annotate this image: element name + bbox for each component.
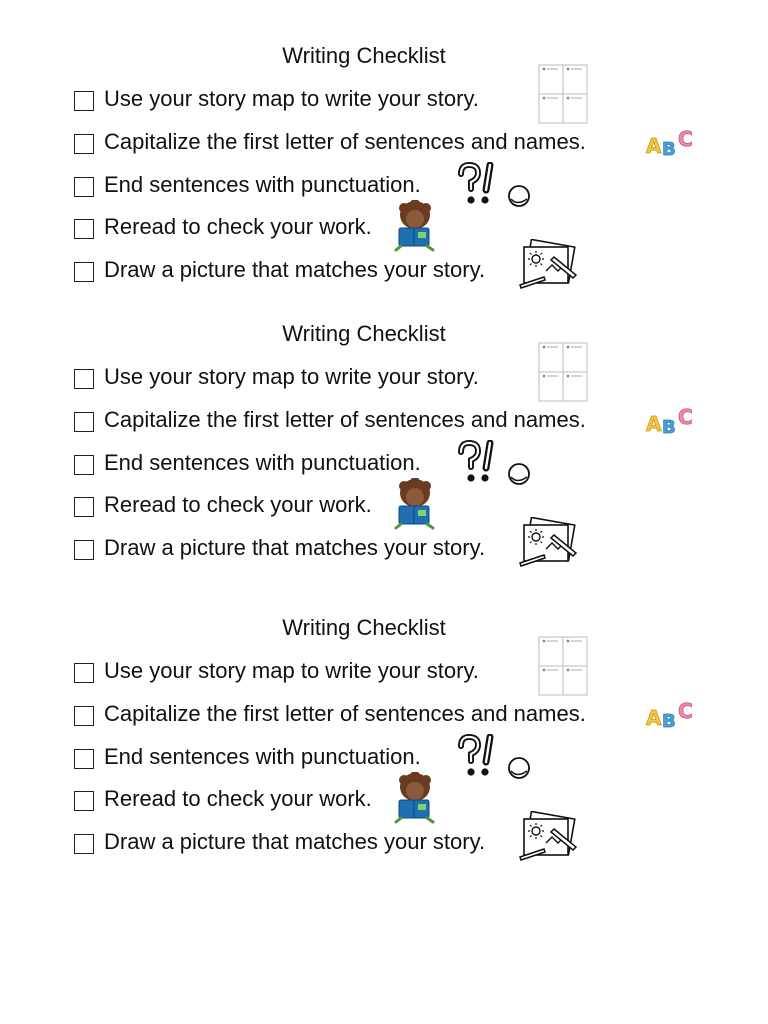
punctuation-icon (455, 162, 535, 208)
item-text: Capitalize the first letter of sentences and names. (104, 407, 586, 432)
letter-b: B (662, 417, 676, 436)
checkbox[interactable] (74, 749, 94, 769)
story-map-icon (538, 636, 588, 696)
item-text: End sentences with punctuation. (104, 450, 421, 475)
checkbox[interactable] (74, 706, 94, 726)
story-map-icon (538, 64, 588, 124)
abc-letters-icon (645, 126, 697, 158)
checkbox[interactable] (74, 369, 94, 389)
item-text: Capitalize the first letter of sentences and names. (104, 701, 586, 726)
checkbox[interactable] (74, 497, 94, 517)
checkbox[interactable] (74, 219, 94, 239)
item-text: Draw a picture that matches your story. (104, 535, 486, 560)
checkbox[interactable] (74, 540, 94, 560)
checkbox[interactable] (74, 412, 94, 432)
checkbox[interactable] (74, 91, 94, 111)
letter-a: A (646, 412, 662, 436)
item-text: End sentences with punctuation. (104, 744, 421, 769)
item-text: Use your story map to write your story. (104, 658, 479, 683)
item-text: Reread to check your work. (104, 214, 372, 239)
reading-child-icon (393, 772, 437, 824)
item-text: Capitalize the first letter of sentences and names. (104, 129, 586, 154)
item-text: Draw a picture that matches your story. (104, 257, 486, 282)
reading-child-icon (393, 200, 437, 252)
checklist-title: Writing Checklist (282, 615, 446, 640)
punctuation-icon (455, 440, 535, 486)
item-text: End sentences with punctuation. (104, 172, 421, 197)
letter-a: A (646, 134, 662, 158)
item-text: Use your story map to write your story. (104, 86, 479, 111)
checkbox[interactable] (74, 455, 94, 475)
abc-letters-icon (645, 698, 697, 730)
drawing-icon (518, 517, 580, 567)
checkbox[interactable] (74, 791, 94, 811)
letter-c: C (678, 699, 693, 723)
item-text: Reread to check your work. (104, 492, 372, 517)
drawing-icon (518, 239, 580, 289)
item-text: Draw a picture that matches your story. (104, 829, 486, 854)
item-text: Reread to check your work. (104, 786, 372, 811)
checkbox[interactable] (74, 834, 94, 854)
checkbox[interactable] (74, 262, 94, 282)
item-text: Use your story map to write your story. (104, 364, 479, 389)
drawing-icon (518, 811, 580, 861)
checkbox[interactable] (74, 134, 94, 154)
letter-b: B (662, 711, 676, 730)
letter-c: C (678, 405, 693, 429)
reading-child-icon (393, 478, 437, 530)
checklist-title: Writing Checklist (282, 321, 446, 346)
checkbox[interactable] (74, 663, 94, 683)
abc-letters-icon (645, 404, 697, 436)
letter-a: A (646, 706, 662, 730)
story-map-icon (538, 342, 588, 402)
checklist-title: Writing Checklist (282, 43, 446, 68)
checkbox[interactable] (74, 177, 94, 197)
letter-b: B (662, 139, 676, 158)
punctuation-icon (455, 734, 535, 780)
letter-c: C (678, 127, 693, 151)
